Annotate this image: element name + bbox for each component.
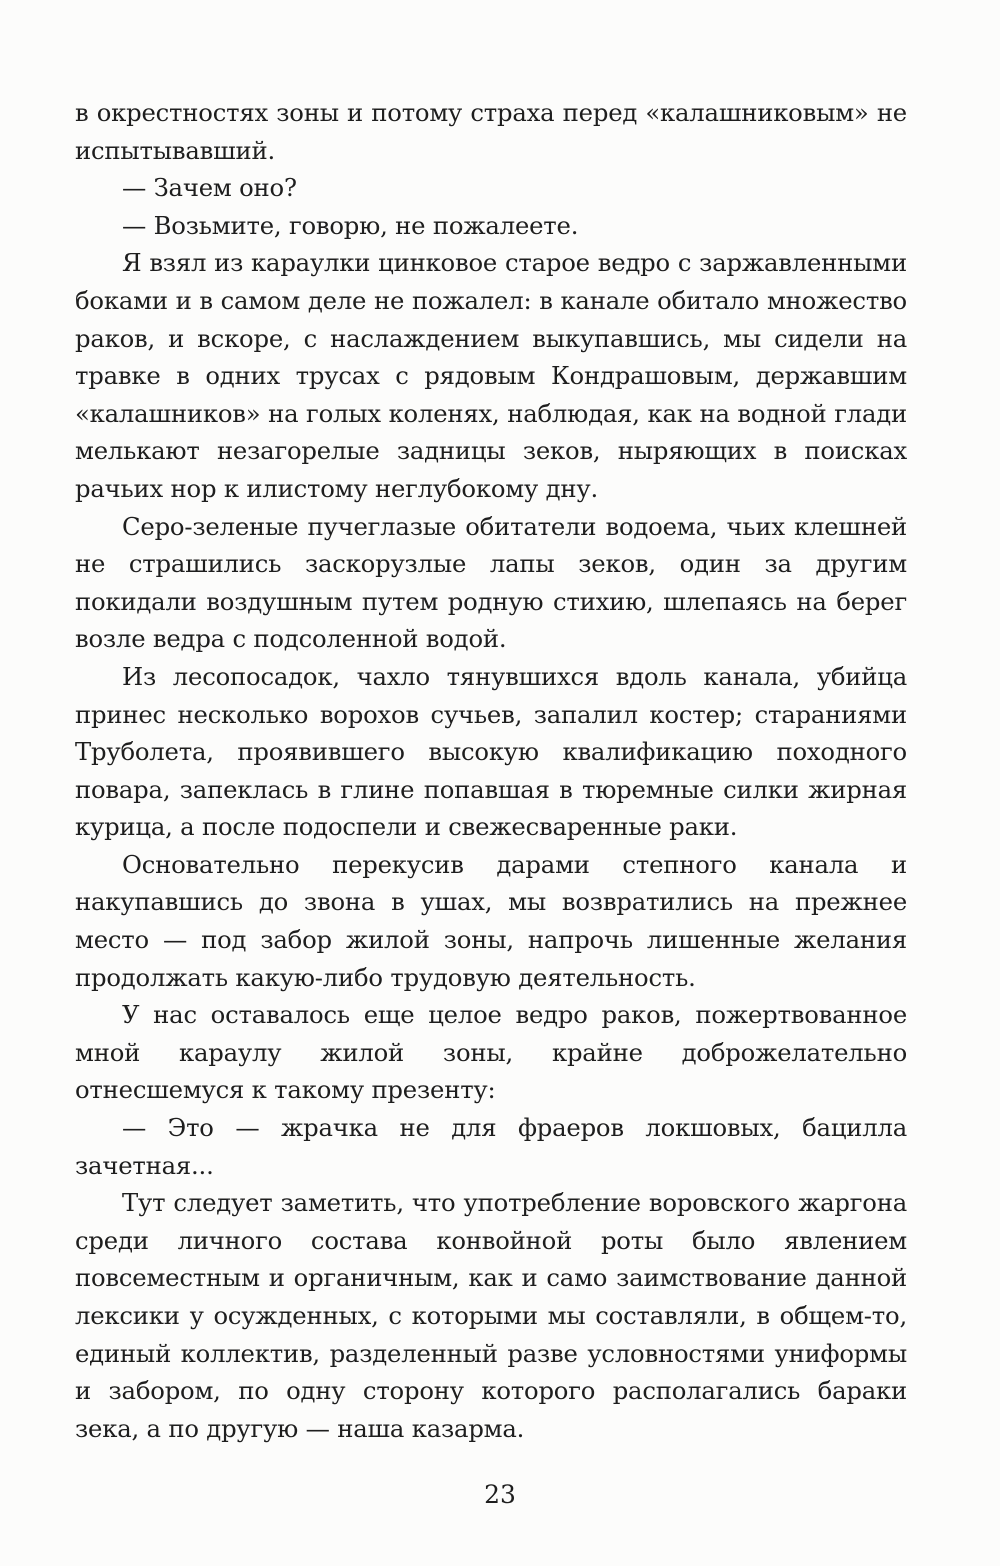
paragraph: Тут следует заметить, что употребление воровского жаргона среди личного состава конвойной роты было явлением повсеместным и органичным, как и само заимствование данной лексики у осужденных, с которыми мы составляли, в общем-то, единый коллектив, разделенный разве условностями униформы и забором, по одну сторону которого располагались бараки зека, а по другую — наша казарма.: [75, 1188, 907, 1443]
dialogue-line: — Возьмите, говорю, не пожалеете.: [122, 210, 579, 240]
paragraph: Основательно перекусив дарами степного канала и накупавшись до звона в ушах, мы возвратились на прежнее место — под забор жилой зоны, напрочь лишенные желания продолжать какую-либо трудовую деятельность.: [75, 849, 907, 992]
dialogue-line: — Это — жрачка не для фраеров локшовых, бацилла зачетная...: [75, 1113, 907, 1180]
paragraph: Я взял из караулки цинковое старое ведро с заржавленными боками и в самом деле не пожалел: в канале обитало множество раков, и вскоре, с наслаждением выкупавшись, мы сидели на травке в одних трусах с рядовым Кондрашовым, державшим «калашников» на голых коленях, наблюдая, как на водной глади мелькают незагорелые задницы зеков, ныряющих в поисках рачьих нор к илистому неглубокому дну.: [75, 248, 907, 503]
paragraph: Из лесопосадок, чахло тянувшихся вдоль канала, убийца принес несколько ворохов сучьев, запалил костер; стараниями Труболета, проявившего высокую квалификацию походного повара, запеклась в глине попавшая в тюремные силки жирная курица, а после подоспели и свежесваренные раки.: [75, 661, 907, 842]
paragraph: У нас оставалось еще целое ведро раков, пожертвованное мной караулу жилой зоны, крайне доброжелательно отнесшемуся к такому презенту:: [75, 1000, 907, 1105]
paragraph-continuation: в окрестностях зоны и потому страха перед «калашниковым» не испытывавший.: [75, 98, 907, 165]
page-number: 23: [484, 1480, 516, 1509]
paragraph: Серо-зеленые пучеглазые обитатели водоема, чьих клешней не страшились заскорузлые лапы зеков, один за другим покидали воздушным путем родную стихию, шлепаясь на берег возле ведра с подсоленной водой.: [75, 511, 907, 654]
dialogue-line: — Зачем оно?: [122, 173, 297, 203]
body-text: [75, 94, 907, 1447]
